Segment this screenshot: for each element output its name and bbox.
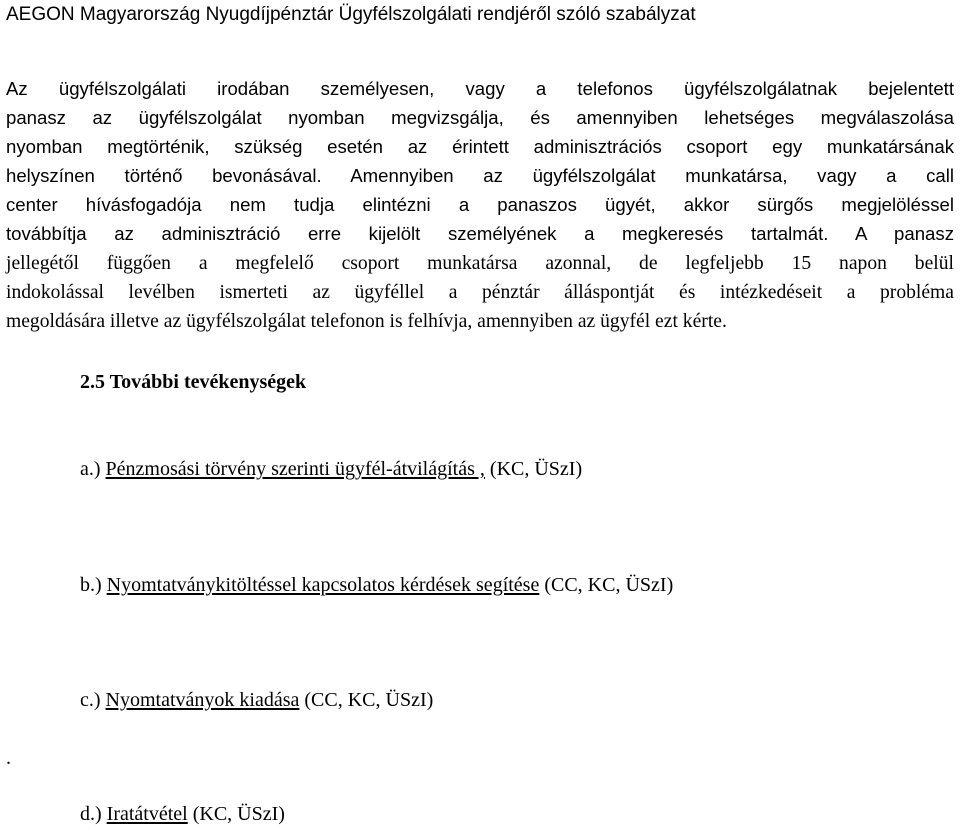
item-prefix: d.) bbox=[80, 803, 107, 825]
item-prefix: c.) bbox=[80, 689, 106, 711]
paragraph-line: megoldására illetve az ügyfélszolgálat telefonon is felhívja, amennyiben az ügyfél ezt kérte. bbox=[6, 311, 727, 332]
item-underlined-text: Nyomtatványok kiadása bbox=[105, 689, 300, 711]
document-header-title: AEGON Magyarország Nyugdíjpénztár Ügyfélszolgálati rendjéről szóló szabályzat bbox=[6, 4, 696, 25]
paragraph-line: indokolással levélben ismerteti az ügyféllel a pénztár álláspontját és intézkedéseit a probléma bbox=[6, 282, 954, 303]
paragraph-line: továbbítja az adminisztráció erre kijelölt személyének a megkeresés tartalmát. A panasz bbox=[6, 223, 954, 244]
item-suffix: (KC, ÜSzI) bbox=[484, 458, 583, 480]
list-item-a bbox=[80, 455, 582, 483]
paragraph-line: panasz az ügyfélszolgálat nyomban megvizsgálja, és amennyiben lehetséges megválaszolása bbox=[6, 107, 954, 128]
item-suffix: (KC, ÜSzI) bbox=[187, 803, 285, 825]
list-item-d bbox=[80, 800, 285, 828]
item-suffix: (CC, KC, ÜSzI) bbox=[539, 574, 674, 596]
list-item-b bbox=[80, 571, 673, 599]
paragraph-line: jellegétől függően a megfelelő csoport munkatársa azonnal, de legfeljebb 15 napon belül bbox=[6, 253, 954, 274]
section-heading: 2.5 További tevékenységek bbox=[80, 371, 307, 393]
item-underlined-text: Nyomtatványkitöltéssel kapcsolatos kérdések segítése bbox=[106, 574, 540, 596]
item-suffix: (CC, KC, ÜSzI) bbox=[299, 689, 434, 711]
item-underlined-text: Iratátvétel bbox=[106, 803, 188, 825]
body-paragraph-sans bbox=[6, 74, 954, 248]
paragraph-line: nyomban megtörténik, szükség esetén az érintett adminisztrációs csoport egy munkatársának bbox=[6, 136, 954, 157]
stray-period: . bbox=[6, 747, 11, 769]
paragraph-line: helyszínen történő bevonásával. Amennyiben az ügyfélszolgálat munkatársa, vagy a call bbox=[6, 165, 954, 186]
paragraph-line: center hívásfogadója nem tudja elintézni a panaszos ügyét, akkor sürgős megjelöléssel bbox=[6, 194, 954, 215]
item-underlined-text: Pénzmosási törvény szerinti ügyfél-átvilágítás , bbox=[105, 458, 485, 480]
list-item-c bbox=[80, 686, 433, 714]
paragraph-line: Az ügyfélszolgálati irodában személyesen, vagy a telefonos ügyfélszolgálatnak bejelentett bbox=[6, 78, 954, 99]
item-prefix: b.) bbox=[80, 574, 107, 596]
body-paragraph-serif bbox=[6, 249, 954, 336]
item-prefix: a.) bbox=[80, 458, 106, 480]
